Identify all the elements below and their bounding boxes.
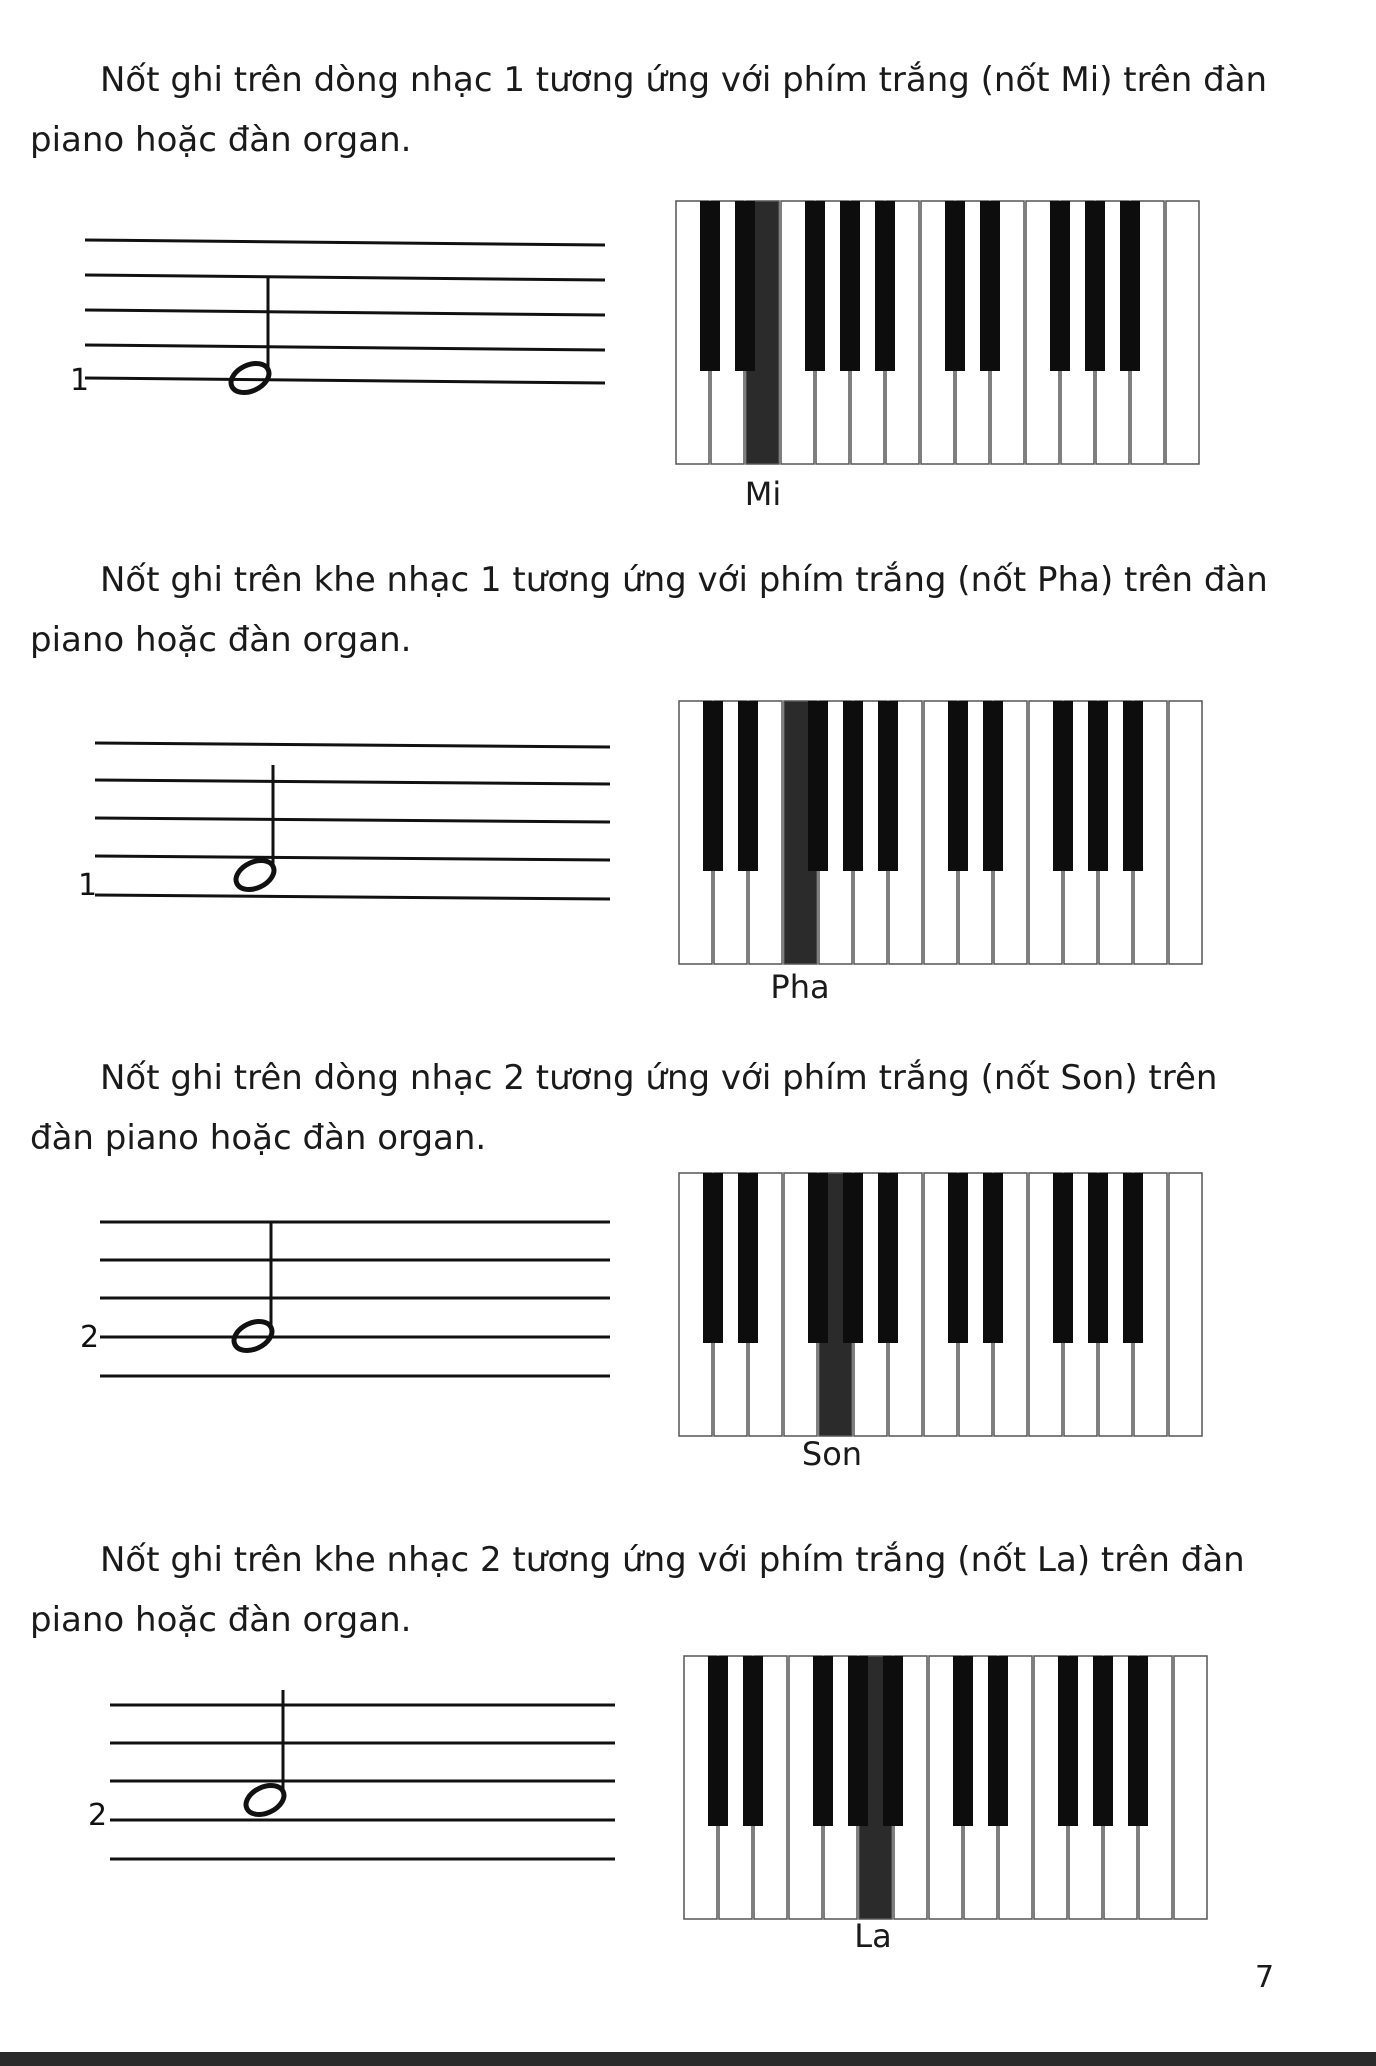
line-number-label: 2 — [80, 1320, 100, 1355]
white-key — [1169, 1173, 1202, 1436]
black-key — [808, 1173, 828, 1343]
white-key — [1169, 701, 1202, 964]
black-key — [1050, 201, 1070, 371]
staff-pha — [40, 715, 620, 915]
keyboard-svg-pha — [678, 700, 1203, 965]
paragraph-la: Nốt ghi trên khe nhạc 2 tương ứng với phím trắng (nốt La) trên đàn piano hoặc đàn organ. — [30, 1540, 1245, 1640]
note-label-son: Son — [801, 1435, 863, 1473]
black-key — [948, 701, 968, 871]
note-label-mi: Mi — [744, 475, 782, 513]
paragraph-pha: Nốt ghi trên khe nhạc 1 tương ứng với phím trắng (nốt Pha) trên đàn piano hoặc đàn organ. — [30, 560, 1268, 660]
keyboard-svg-la — [683, 1655, 1208, 1920]
paragraph-son: Nốt ghi trên dòng nhạc 2 tương ứng với phím trắng (nốt Son) trên đàn piano hoặc đàn organ. — [30, 1058, 1218, 1158]
note-label-la: La — [854, 1917, 892, 1955]
piano-keyboard-son — [678, 1172, 1203, 1437]
black-key — [878, 1173, 898, 1343]
black-key — [840, 201, 860, 371]
black-key — [983, 701, 1003, 871]
white-key — [1166, 201, 1199, 464]
staff-line-2 — [95, 856, 610, 860]
staff-line-4 — [85, 275, 605, 280]
black-key — [1085, 201, 1105, 371]
staff-la — [40, 1678, 620, 1878]
black-key — [1088, 1173, 1108, 1343]
staff-mi — [40, 210, 620, 410]
black-key — [843, 1173, 863, 1343]
piano-keyboard-pha — [678, 700, 1203, 965]
black-key — [708, 1656, 728, 1826]
black-key — [945, 201, 965, 371]
white-key — [1174, 1656, 1207, 1919]
staff-line-5 — [95, 743, 610, 747]
staff-pha-svg — [40, 715, 620, 915]
black-key — [703, 701, 723, 871]
black-key — [813, 1656, 833, 1826]
black-key — [843, 701, 863, 871]
black-key — [1053, 1173, 1073, 1343]
black-key — [883, 1656, 903, 1826]
black-key — [743, 1656, 763, 1826]
staff-line-2 — [85, 345, 605, 350]
staff-line-4 — [95, 780, 610, 784]
staff-son-svg — [40, 1195, 620, 1395]
black-key — [878, 701, 898, 871]
staff-line-3 — [95, 818, 610, 822]
black-key — [1120, 201, 1140, 371]
staff-son — [40, 1195, 620, 1395]
black-key — [805, 201, 825, 371]
black-key — [738, 701, 758, 871]
piano-keyboard-mi — [675, 200, 1200, 465]
black-key — [700, 201, 720, 371]
staff-line-1 — [95, 895, 610, 899]
black-key — [1123, 1173, 1143, 1343]
black-key — [703, 1173, 723, 1343]
staff-line-3 — [85, 310, 605, 315]
black-key — [738, 1173, 758, 1343]
space-number-label: 1 — [78, 868, 98, 903]
black-key — [808, 701, 828, 871]
black-key — [1053, 701, 1073, 871]
piano-keyboard-la — [683, 1655, 1208, 1920]
black-key — [848, 1656, 868, 1826]
paragraph-mi: Nốt ghi trên dòng nhạc 1 tương ứng với phím trắng (nốt Mi) trên đàn piano hoặc đàn organ. — [30, 60, 1268, 160]
black-key — [1058, 1656, 1078, 1826]
black-key — [1088, 701, 1108, 871]
staff-la-svg — [40, 1678, 620, 1878]
keyboard-svg-son — [678, 1172, 1203, 1437]
staff-line-5 — [85, 240, 605, 245]
black-key — [1123, 701, 1143, 871]
black-key — [988, 1656, 1008, 1826]
black-key — [1128, 1656, 1148, 1826]
page-bottom-edge — [0, 2052, 1376, 2066]
black-key — [948, 1173, 968, 1343]
black-key — [983, 1173, 1003, 1343]
black-key — [1093, 1656, 1113, 1826]
space-number-label: 2 — [88, 1798, 108, 1833]
staff-line-1 — [85, 378, 605, 383]
line-number-label: 1 — [70, 363, 90, 398]
page-number: 7 — [1255, 1960, 1275, 1995]
staff-mi-svg — [40, 210, 620, 410]
black-key — [980, 201, 1000, 371]
black-key — [735, 201, 755, 371]
note-label-pha: Pha — [770, 968, 830, 1006]
keyboard-svg-mi — [675, 200, 1200, 465]
black-key — [953, 1656, 973, 1826]
black-key — [875, 201, 895, 371]
